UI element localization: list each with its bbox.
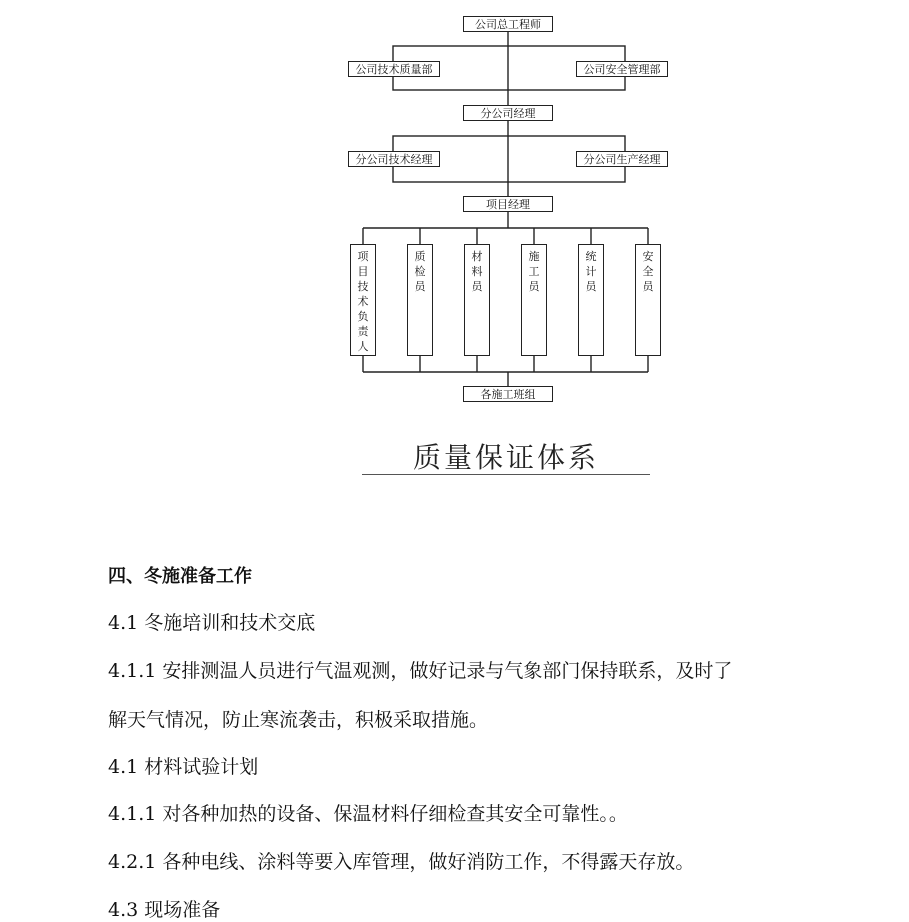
paragraph-4-1-1-line2: 解天气情况，防止寒流袭击，积极采取措施。	[108, 709, 489, 731]
paragraph-4-3: 4.3 现场准备	[108, 899, 221, 921]
role-label: 质检员	[414, 250, 426, 293]
caption-underline	[362, 474, 650, 475]
box-role-construction-officer	[521, 244, 547, 356]
box-construction-teams: 各施工班组	[463, 386, 553, 402]
role-label: 安全员	[642, 250, 654, 293]
role-label: 施工员	[528, 250, 540, 293]
box-role-statistician	[578, 244, 604, 356]
box-role-quality-inspector	[407, 244, 433, 356]
section-heading: 四、冬施准备工作	[108, 566, 252, 587]
box-role-safety-officer	[635, 244, 661, 356]
paragraph-4-1-1-line1: 4.1.1 安排测温人员进行气温观测，做好记录与气象部门保持联系，及时了	[108, 660, 733, 682]
box-chief-engineer: 公司总工程师	[463, 16, 553, 32]
paragraph-material-check: 4.1.1 对各种加热的设备、保温材料仔细检查其安全可靠性。。	[108, 803, 628, 825]
role-label: 项目技术负责人	[357, 250, 369, 353]
paragraph-4-1: 4.1 冬施培训和技术交底	[108, 612, 316, 634]
box-tech-quality-dept: 公司技术质量部	[348, 61, 440, 77]
paragraph-material-plan: 4.1 材料试验计划	[108, 756, 259, 778]
box-branch-production-manager: 分公司生产经理	[576, 151, 668, 167]
box-role-tech-lead	[350, 244, 376, 356]
paragraph-4-2-1: 4.2.1 各种电线、涂料等要入库管理，做好消防工作，不得露天存放。	[108, 851, 695, 873]
box-safety-dept: 公司安全管理部	[576, 61, 668, 77]
chart-caption: 质量保证体系	[412, 441, 599, 474]
role-label: 统计员	[585, 250, 597, 293]
box-project-manager: 项目经理	[463, 196, 553, 212]
box-role-material-officer	[464, 244, 490, 356]
role-label: 材料员	[471, 250, 483, 293]
box-branch-manager: 分公司经理	[463, 105, 553, 121]
box-branch-tech-manager: 分公司技术经理	[348, 151, 440, 167]
